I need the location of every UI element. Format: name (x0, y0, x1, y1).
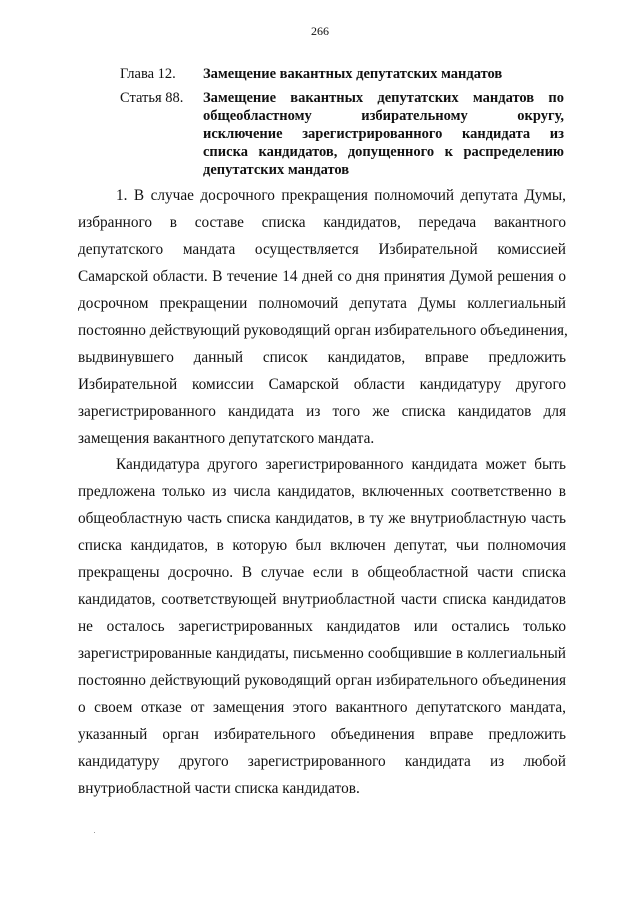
paragraph-line: списка кандидатов, в которую был включен депутат, чьи полномочия (78, 537, 566, 554)
chapter-label: Глава 12. (120, 66, 176, 82)
paragraph-line: кандидатуру другого зарегистрированного кандидата из любой (78, 753, 566, 770)
article-title-line: списка кандидатов, допущенного к распределению (203, 144, 564, 160)
article-title-line: Замещение вакантных депутатских мандатов по (203, 90, 564, 106)
paragraph-line: постоянно действующий руководящий орган избирательного объединения (78, 672, 566, 689)
paragraph-line: постоянно действующий руководящий орган избирательного объединения, (78, 322, 568, 339)
paragraph-line: выдвинувшего данный список кандидатов, вправе предложить (78, 349, 566, 366)
chapter-title: Замещение вакантных депутатских мандатов (203, 66, 503, 82)
paragraph-line: замещения вакантного депутатского мандата. (78, 430, 375, 447)
paragraph-2 (78, 451, 566, 802)
paragraph-line: зарегистрированные кандидаты, письменно сообщившие в коллегиальный (78, 645, 566, 662)
paragraph-line: Кандидатура другого зарегистрированного кандидата может быть (116, 456, 566, 473)
paragraph-line: Самарской области. В течение 14 дней со дня принятия Думой решения о (78, 268, 566, 285)
paragraph-line: 1. В случае досрочного прекращения полномочий депутата Думы, (116, 187, 566, 204)
paragraph-line: общеобластную часть списка кандидатов, в ту же внутриобластную часть (78, 510, 566, 527)
paragraph-line: прекращены досрочно. В случае если в общеобластной части списка (78, 564, 566, 581)
paragraph-line: избранного в составе списка кандидатов, передача вакантного (78, 214, 566, 231)
page-number: 266 (311, 24, 329, 38)
paragraph-line: о своем отказе от замещения этого вакантного депутатского мандата, (78, 699, 566, 716)
paragraph-line: предложена только из числа кандидатов, включенных соответственно в (78, 483, 566, 500)
paragraph-line: Избирательной комиссии Самарской области кандидатуру другого (78, 376, 566, 393)
article-heading (120, 89, 564, 179)
paragraph-1 (78, 182, 566, 452)
paragraph-line: досрочном прекращении полномочий депутата Думы коллегиальный (78, 295, 566, 312)
article-title-line: общеобластному избирательному округу, (203, 108, 564, 124)
article-title (203, 89, 564, 179)
scan-speck (94, 832, 95, 833)
paragraph-line: указанный орган избирательного объединения вправе предложить (78, 726, 566, 743)
chapter-heading (120, 65, 564, 83)
paragraph-line: кандидатов, соответствующей внутриобластной части списка кандидатов (78, 591, 566, 608)
paragraph-line: депутатского мандата осуществляется Избирательной комиссией (78, 241, 566, 258)
paragraph-line: зарегистрированного кандидата из того же списка кандидатов для (78, 403, 566, 420)
paragraph-line: внутриобластной части списка кандидатов. (78, 780, 360, 797)
paragraph-line: не осталось зарегистрированных кандидатов или остались только (78, 618, 566, 635)
article-title-line: депутатских мандатов (203, 162, 350, 178)
article-label: Статья 88. (120, 90, 184, 106)
article-title-line: исключение зарегистрированного кандидата из (203, 126, 564, 142)
